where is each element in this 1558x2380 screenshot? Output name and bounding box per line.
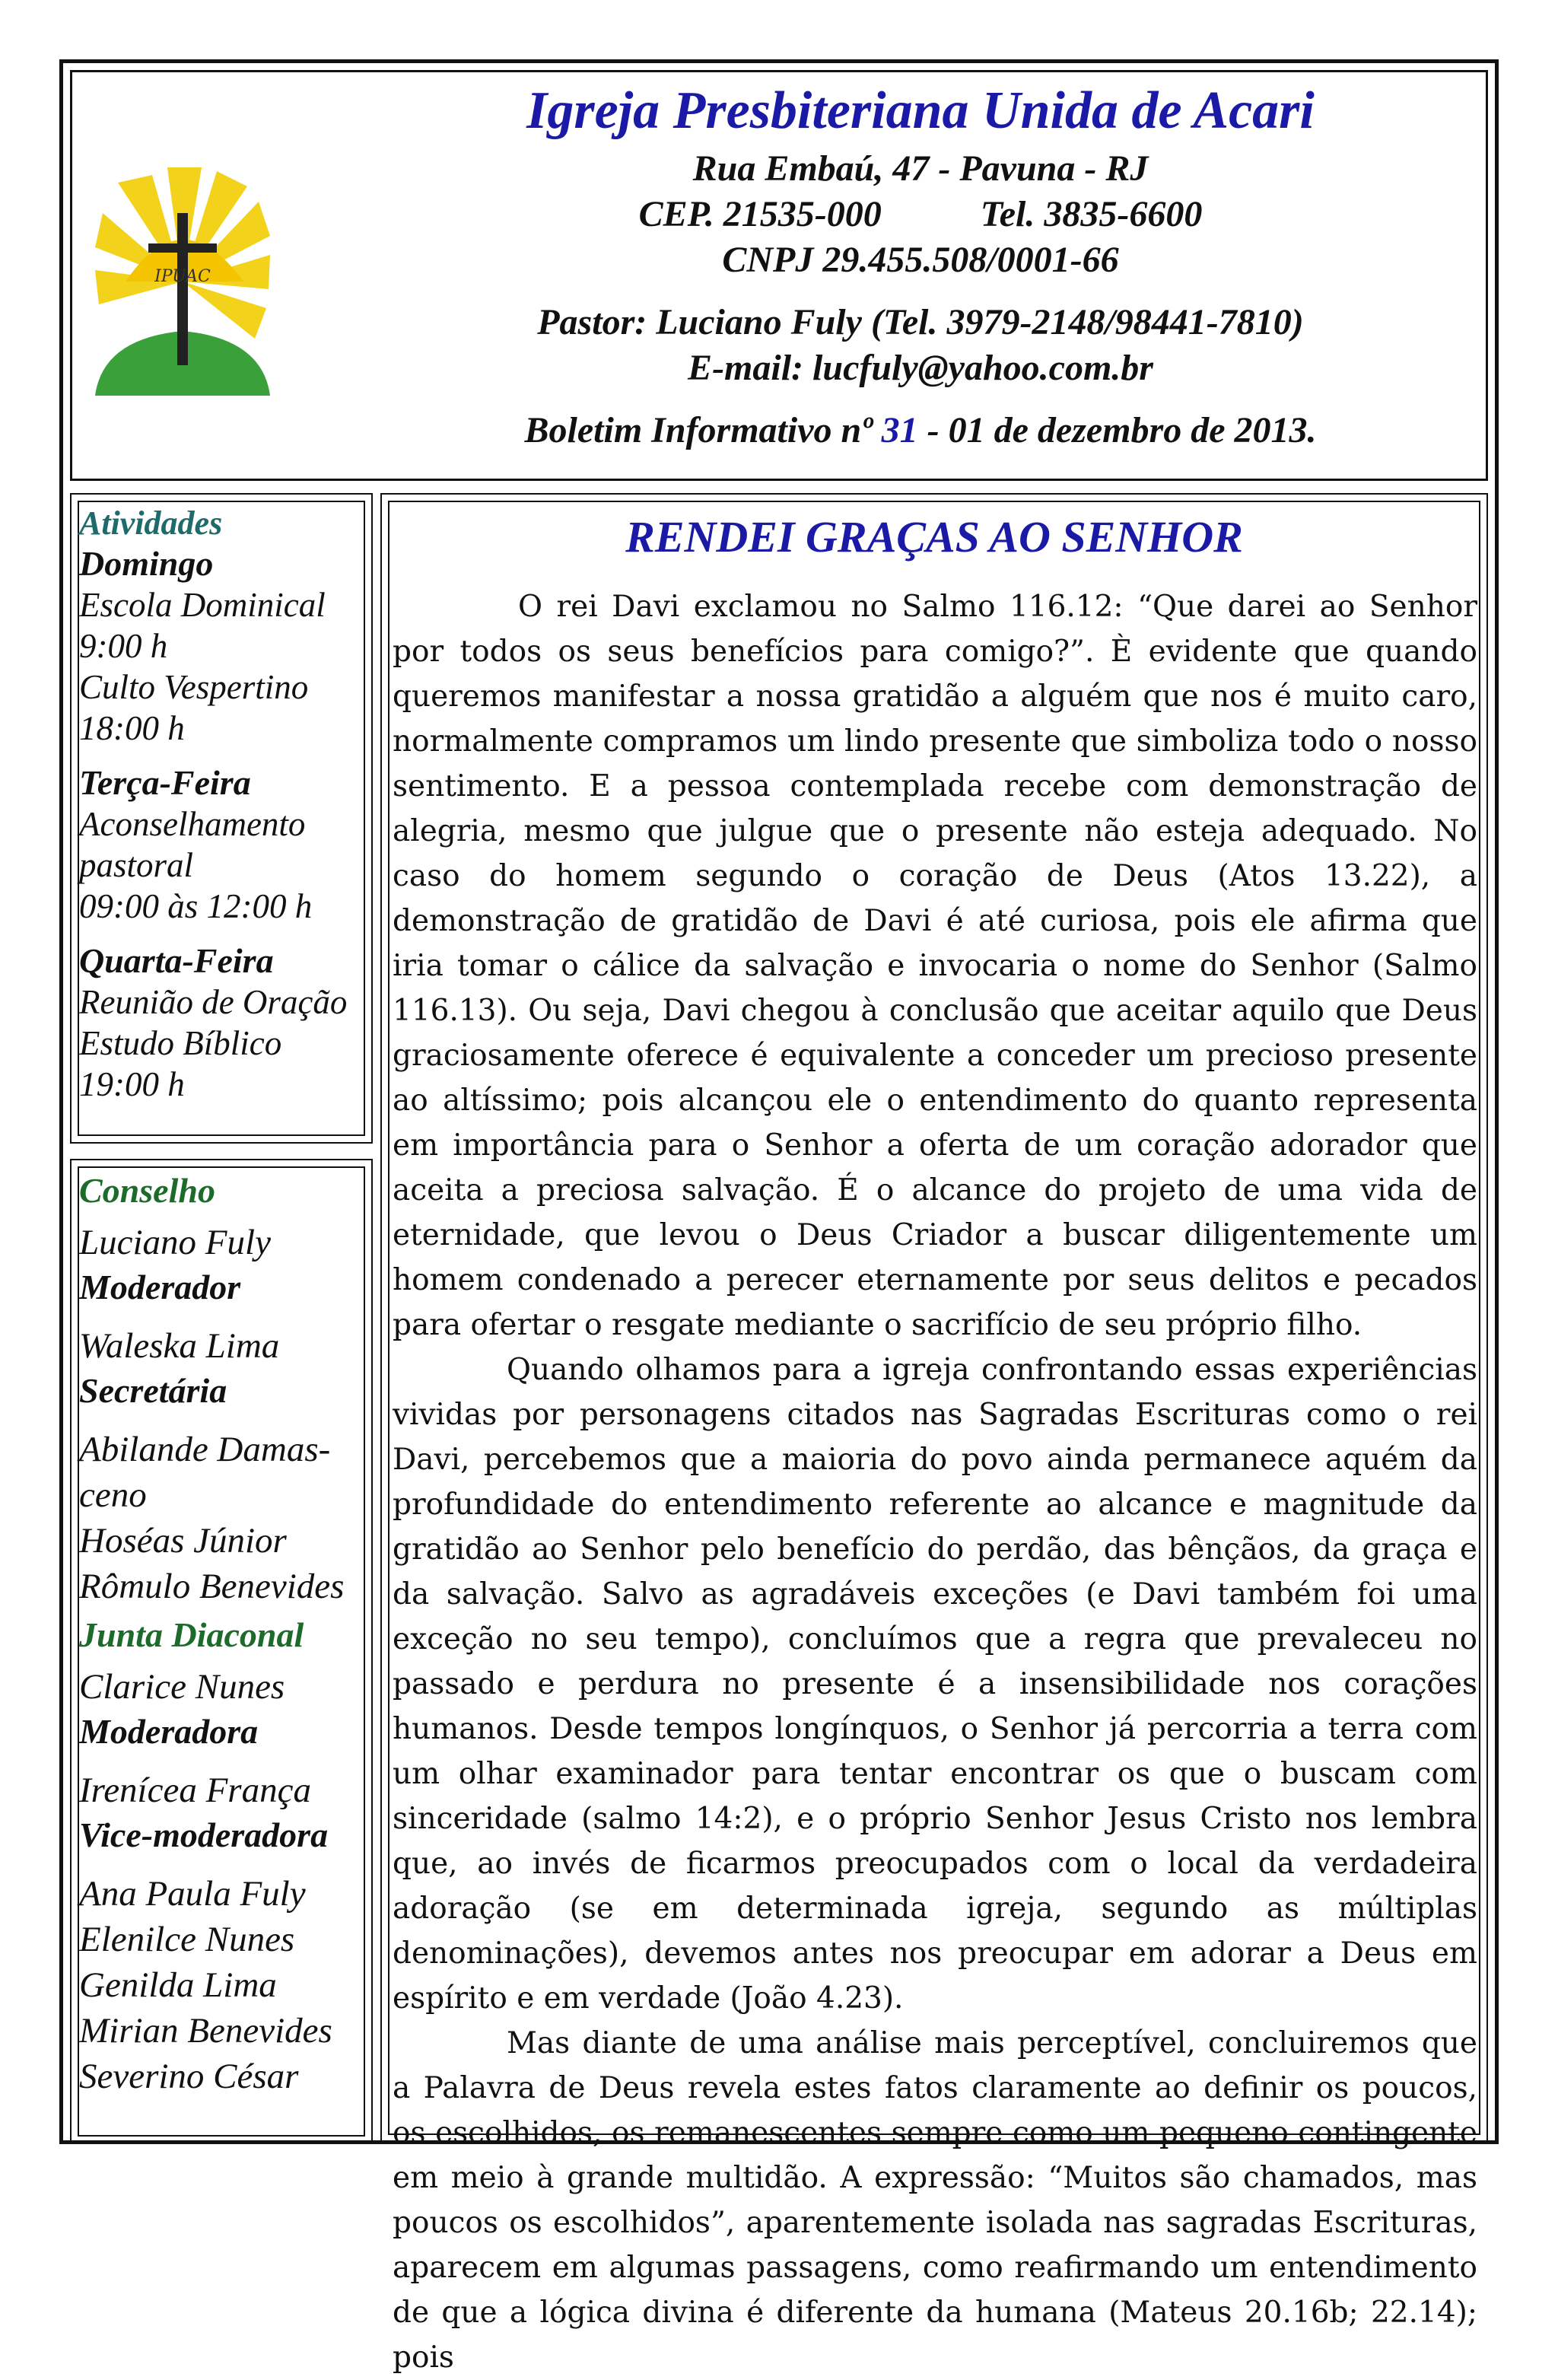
- article-title: RENDEI GRAÇAS AO SENHOR: [625, 512, 1243, 562]
- article-body: [393, 584, 1477, 2380]
- email-line: E-mail: lucfuly@yahoo.com.br: [688, 348, 1153, 388]
- deacons-heading: Junta Diaconal: [79, 1615, 304, 1654]
- address-line: Rua Embaú, 47 - Pavuna - RJ: [692, 148, 1149, 189]
- article-box: [380, 493, 1488, 2375]
- council-secretary-name: Waleska Lima: [79, 1326, 280, 1366]
- activity-item: Reunião de Oração: [79, 983, 348, 1021]
- article-paragraph: O rei Davi exclamou no Salmo 116.12: “Que darei ao Senhor por todos os seus benefícios para comigo?”. È evidente que quando queremos manifestar a nossa gratidão a alguém que nos é muito caro, normalmente compramos um lindo presente que simboliza todo o nosso sentimento. E a pessoa contemplada recebe com demonstração de alegria, mesmo que julgue que o presente não esteja adequado. No caso do homem segundo o coração de Deus (Atos 13.22), a demonstração de gratidão de Davi é até curiosa, pois ele afirma que iria tomar o cálice da salvação e invocaria o nome do Senhor (Salmo 116.13). Ou seja, Davi chegou à conclusão que aceitar aquilo que Deus graciosamente oferece é equivalente a conceder um precioso presente ao altíssimo; pois alcançou ele o entendimento do quanto representa em importância para o Senhor a oferta de um coração adorador que aceita a preciosa salvação. É o alcance do projeto de uma vida de eternidade, que levou o Deus Criador a buscar diligentemente um homem condenado a perecer eternamente por seus delitos e pecados para ofertar o resgate mediante o sacrifício de seu próprio filho.: [393, 590, 1477, 1342]
- council-member: Abilande Damas-: [79, 1430, 331, 1469]
- deacons-moderator-role: Moderadora: [79, 1712, 259, 1751]
- council-member: ceno: [79, 1475, 147, 1515]
- activity-item: 9:00 h: [79, 627, 168, 665]
- activity-item: Escola Dominical: [79, 586, 326, 624]
- council-member: Hoséas Júnior: [79, 1521, 287, 1561]
- council-moderator-name: Luciano Fuly: [79, 1223, 271, 1262]
- council-box: [70, 1159, 373, 2144]
- svg-text:IPUAC: IPUAC: [154, 267, 211, 286]
- activities-box: [70, 493, 373, 1144]
- wednesday-label: Quarta-Feira: [79, 941, 274, 980]
- header-text: [426, 76, 1415, 453]
- deacon-member: Ana Paula Fuly: [79, 1874, 306, 1914]
- church-name: Igreja Presbiteriana Unida de Acari: [526, 81, 1315, 140]
- activity-item: 18:00 h: [79, 709, 185, 747]
- sunday-label: Domingo: [79, 544, 214, 583]
- deacon-member: Genilda Lima: [79, 1965, 277, 2005]
- article-paragraph: Quando olhamos para a igreja confrontando essas experiências vividas por personagens citados nas Sagradas Escrituras como o rei Davi, percebemos que a maioria do povo ainda permanece aquém da profundidade do entendimento referente ao alcance e magnitude da gratidão ao Senhor pelo benefício do perdão, das bênçãos, da graça e da salvação. Salvo as agradáveis exceções (e Davi também foi uma exceção no seu tempo), concluímos que a regra que prevaleceu no passado e perdura no presente é a insensibilidade nos corações humanos. Desde tempos longínquos, o Senhor já percorria a terra com um olhar examinador para tentar encontrar os que o buscam com sinceridade (salmo 14:2), e o próprio Senhor Jesus Cristo nos lembra que, ao invés de ficarmos preocupados com o local da verdadeira adoração (se em determinada igreja, segundo as múltiplas denominações), devemos antes nos preocupar em adorar a Deus em espírito e em verdade (João 4.23).: [393, 1353, 1477, 2016]
- bulletin-prefix: Boletim Informativo nº: [524, 410, 882, 450]
- council-heading: Conselho: [79, 1171, 215, 1210]
- article-paragraph: Mas diante de uma análise mais perceptível, concluiremos que a Palavra de Deus revela estes fatos claramente ao definir os poucos, os escolhidos, os remanescentes sempre como um pequeno contingente em meio à grande multidão. A expressão: “Muitos são chamados, mas poucos os escolhidos”, aparentemente isolada nas sagradas Escrituras, aparecem em algumas passagens, como reafirmando um entendimento de que a lógica divina é diferente da humana (Mateus 20.16b; 22.14); pois: [393, 2026, 1477, 2375]
- cep-text: CEP. 21535-000: [638, 194, 882, 234]
- cnpj-line: CNPJ 29.455.508/0001-66: [722, 240, 1119, 280]
- bulletin-line: [426, 408, 1415, 453]
- activity-item: 19:00 h: [79, 1065, 185, 1103]
- cep-tel-line: [426, 192, 1415, 237]
- activity-item: Culto Vespertino: [79, 668, 309, 706]
- council-member: Rômulo Benevides: [79, 1567, 345, 1606]
- deacon-member: Elenilce Nunes: [79, 1920, 295, 1959]
- council-secretary-role: Secretária: [79, 1371, 227, 1410]
- deacon-member: Severino César: [79, 2057, 299, 2096]
- church-logo-icon: [95, 167, 270, 396]
- bulletin-number: 31: [881, 410, 918, 450]
- tel-text: Tel. 3835-6600: [980, 194, 1203, 234]
- bulletin-suffix: - 01 de dezembro de 2013.: [917, 410, 1317, 450]
- activities-heading: Atividades: [79, 504, 223, 542]
- tuesday-label: Terça-Feira: [79, 763, 251, 802]
- activity-item: pastoral: [79, 846, 194, 884]
- activity-item: Aconselhamento: [79, 805, 306, 843]
- council-moderator-role: Moderador: [79, 1268, 241, 1306]
- activity-item: Estudo Bíblico: [79, 1024, 282, 1062]
- pastor-line: Pastor: Luciano Fuly (Tel. 3979-2148/98441-7810): [537, 302, 1304, 342]
- deacons-moderator-name: Clarice Nunes: [79, 1667, 285, 1707]
- activity-item: 09:00 às 12:00 h: [79, 887, 313, 925]
- deacons-vice-name: Irenícea França: [79, 1771, 311, 1810]
- deacon-member: Mirian Benevides: [79, 2011, 332, 2051]
- deacons-vice-role: Vice-moderadora: [79, 1815, 329, 1854]
